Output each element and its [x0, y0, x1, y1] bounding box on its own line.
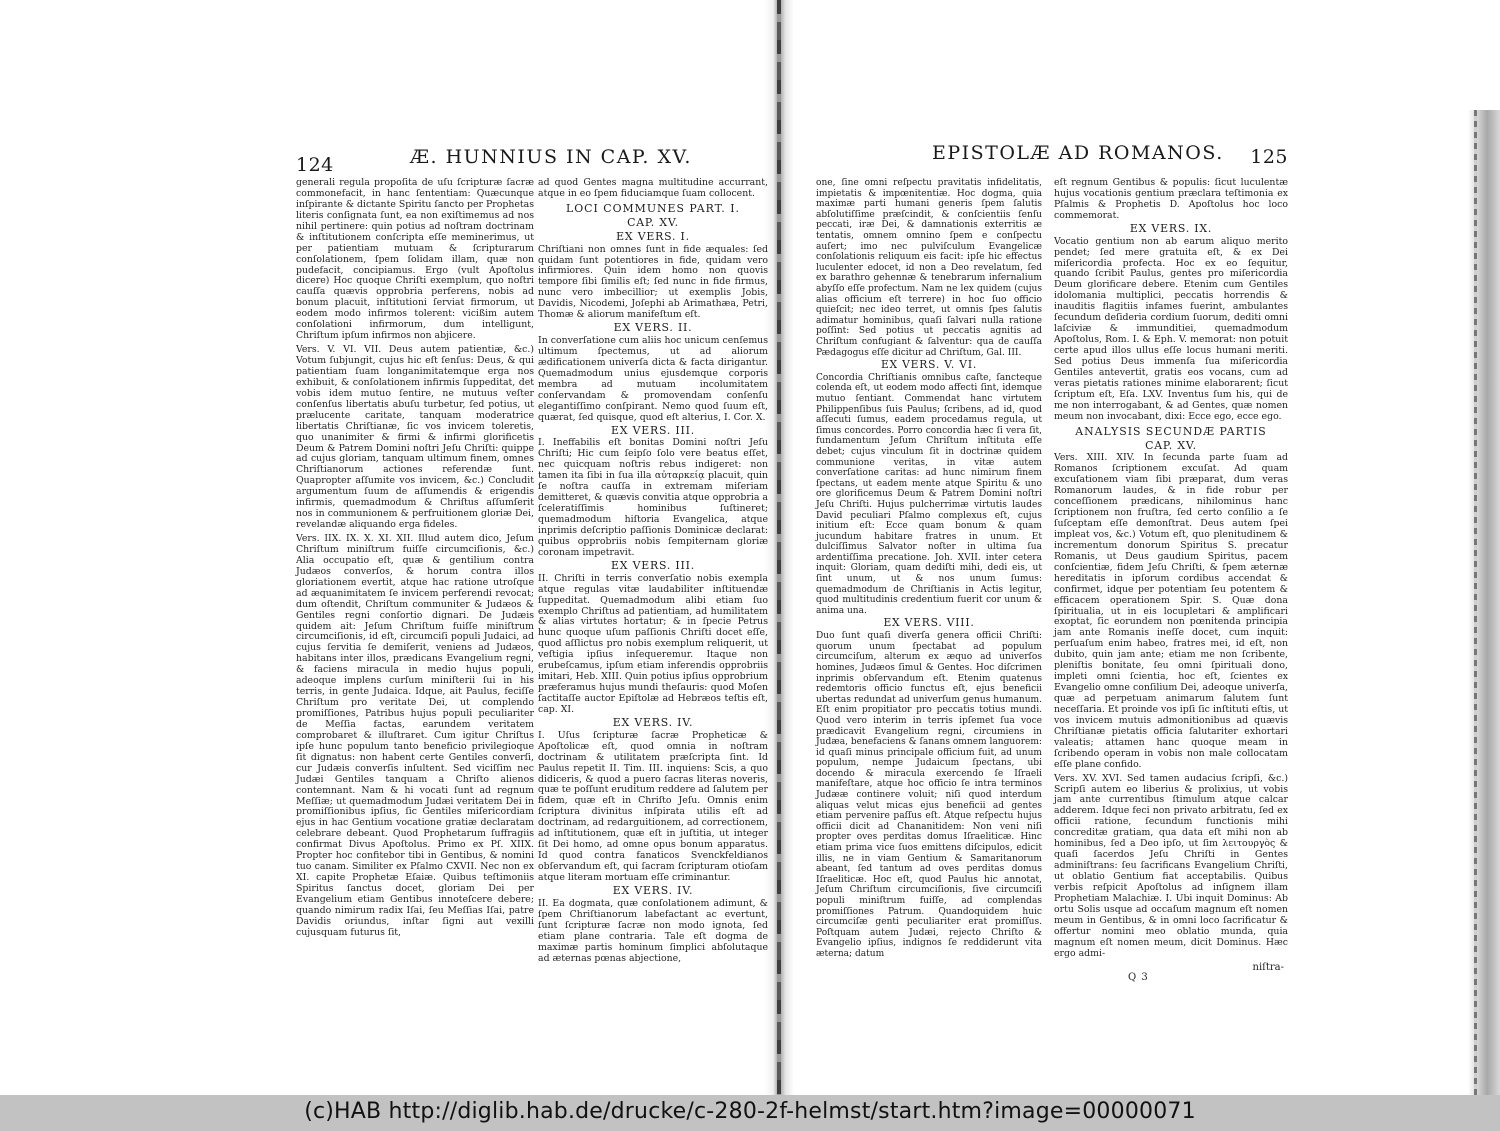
paragraph: eſt regnum Gentibus & populis: ſicut luculentæ hujus vocationis gentium præclara teſtimonia ex Pſalmis & Prophetis D. Apoſtolus hoc loco commemorat.: [1054, 177, 1288, 221]
catchword: niſtra-: [1252, 962, 1284, 973]
paragraph: Vers. V. VI. VII. Deus autem patientiæ, &c.) Votum ſubjungit, cujus hic eſt ſenſus: Deus, & qui patientiam ſuam longanimitatemque erga nos exhibuit, & conſolationem infirmis ſuppeditat, det vobis idem mutuo ſentire, ne mutuus veſter conſenſus libertatis abuſu turbetur, ſed potius, ut prælucente caritate, tanquam moderatrice libertatis Chriſtianæ, ſic vos invicem toleretis, quo unanimiter & firmi & infirmi glorificetis Deum & Patrem Domini noſtri Jeſu Chriſti: quippe ad cujus gloriam, tanquam ultimum finem, omnes Chriſtianorum actiones referendæ ſunt. Quapropter aſſumite vos invicem, &c.) Concludit argumentum ſuum de aſſumendis & erigendis infirmis, quemadmodum & Chriſtus aſſumſerit nos in communionem & perfruitionem gloriæ Dei, revelandæ aliquando erga fideles.: [296, 344, 534, 531]
paragraph: Vers. XIII. XIV. In ſecunda parte ſuam ad Romanos ſcriptionem excuſat. Ad quam excuſationem viam ſibi præparat, dum veras Romanorum laudes, & in fide robur per conceſſionem prædicans, nihilominus hanc ſcriptionem non fruſtra, ſed certo conſilio a ſe ſuſceptam eſſe demonſtrat. Deus autem ſpei impleat vos, &c.) Votum eſt, quo plenitudinem & incrementum donorum Spiritus S. precatur Romanis, ut Deus gaudium Spiritus, pacem conſcientiæ, fidem Jeſu Chriſti, & ſpem æternæ hereditatis in ipſorum cordibus accendat & confirmet, idque per potentiam ſeu potentem & efficacem operationem Spir. S. Quæ dona ſpiritualia, ut in eis locupletari & amplificari exoptat, ſic eorundem non pœnitenda principia jam ante Romanis ineſſe docet, cum inquit: perſuaſum enim habeo, fratres mei, id eſt, non dubito, quin jam ante; etiam me non ſcribente, pleniſtis bonitate, ſeu omni ſpirituali dono, impleti omni ſcientia, hoc eſt, ſcientes ex Evangelio omne conſilium Dei, adeoque univerſa, quæ ad perpetuam animarum ſalutem ſunt neceſſaria. Et proinde vos ipſi ſic inſtituti eſtis, ut vos invicem mutuis admonitionibus ad quævis Chriſtianæ pietatis officia ſalutariter exhortari valeatis; attamen hanc quoque meam in ſcribendo operam in vobis non male collocatam eſſe plane confido.: [1054, 452, 1288, 770]
section-heading: ANALYSIS SECUNDÆ PARTIS: [1075, 424, 1267, 438]
right-page-number: 125: [1250, 146, 1288, 168]
paragraph: Vocatio gentium non ab earum aliquo merito pendet; ſed mere gratuita eſt, & ex Dei miſericordia profecta. Hoc ex eo ſequitur, quando ſcribit Paulus, gentes pro miſericordia Deum glorificare debere. Etenim cum Gentiles idolomania multiplici, peccatis horrendis & inauditis flagitiis infames fuerint, ambulantes ſecundum deſideria cordium ſuorum, dediti omni laſciviæ & immunditiei, quemadmodum Apoſtolus, Rom. I. & Eph. V. memorat: non potuit certe apud illos ullus eſſe locus humani meriti. Sed potius Deus immenſa ſua miſericordia Gentiles antevertit, gratis eos vocans, cum ad veras pietatis rationes minime elaborarent; ſicut ſcriptum eſt, Eſa. LXV. Inventus ſum his, qui de me non interrogabant, & ad Gentes, quæ nomen meum non invocabant, dixi: Ecce ego, ecce ego.: [1054, 235, 1288, 422]
right-column-2: [1054, 178, 1288, 960]
copyright-text: (c)HAB http://diglib.hab.de/drucke/c-280-2f-helmst/start.htm?image=00000071: [304, 1099, 1196, 1124]
section-heading: EX VERS. IV.: [612, 883, 694, 897]
paragraph: Chriſtiani non omnes ſunt in fide æquales: ſed quidam ſunt potentiores in fide, quidam vero infirmiores. Quin idem homo non quovis tempore ſibi ſimilis eſt; ſed nunc in fide firmus, nunc vero imbecillior; ut exemplis Jobis, Davidis, Nicodemi, Joſephi ab Arimathæa, Petri, Thomæ & aliorum manifeſtum eſt.: [538, 243, 768, 321]
section-heading: LOCI COMMUNES PART. I.: [566, 201, 740, 215]
left-page-number: 124: [296, 154, 334, 176]
paragraph: Vers. IIX. IX. X. XI. XII. Illud autem dico, Jeſum Chriſtum miniſtrum fuiſſe circumciſionis, &c.) Alia occupatio eſt, quæ & gentilium contra Judæos converſos, & horum contra illos gloriationem evertit, atque hac ratione utroſque ad æquanimitatem ſe invicem perferendi revocat; dum oſtendit, Chriſtum communiter & Judæos & Gentiles regni conſortio dignari. De Judæis quidem ait: Jeſum Chriſtum fuiſſe miniſtrum circumciſionis, id eſt, circumciſi populi Judaici, ad cujus ſervitia ſe demiſerit, veniens ad Judæos, habitans inter illos, prædicans Evangelium regni, & faciens miracula in medio hujus populi, adeoque implens curſum miniſterii ſui in his terris, in gente Judaica. Idque, ait Paulus, feciſſe Chriſtum pro veritate Dei, ut complendo promiſſiones, Patribus hujus populi peculiariter de Meſſia factas, earundem veritatem comprobaret & illuſtraret. Cum igitur Chriſtus ipſe hunc populum tanto beneficio privilegioque ſit dignatus: non habent certe Gentiles converſi, cur Judæis converſis inſultent. Sed viciſſim nec Judæi Gentiles tanquam a Chriſto alienos contemnant. Nam & hi vocati ſunt ad regnum Meſſiæ; ut quemadmodum Judæi veritatem Dei in promiſſionibus ipſius, ſic Gentiles miſericordiam ejus in hac Gentium vocatione gratiæ declaratam celebrare debeant. Quod Prophetarum ſuffragiis confirmat Divus Apoſtolus. Primo ex Pſ. XIIX. Propter hoc confitebor tibi in Gentibus, & nomini tuo canam. Similiter ex Pſalmo CXVII. Nec non ex XI. capite Prophetæ Eſaiæ. Quibus teſtimoniis Spiritus ſanctus docet, gloriam Dei per Evangelium etiam Gentibus innoteſcere debere; quando nimirum radix Iſai, ſeu Meſſias Iſai, patre Davidis oriundus, inſtar ſigni aut vexilli cujusquam futurus ſit,: [296, 533, 534, 938]
paragraph: ad quod Gentes magna multitudine accurrant, atque in eo ſpem fiduciamque ſuam collocent.: [538, 177, 768, 199]
paragraph: I. Uſus ſcripturæ ſacræ Propheticæ & Apoſtolicæ eſt, quod omnia in noſtram doctrinam & utilitatem præſcripta ſint. Id Paulus repetit II. Tim. III. inquiens: Scis, a quo didiceris, & quod a puero ſacras literas noveris, quæ te poſſunt eruditum reddere ad ſalutem per fidem, quæ eſt in Chriſto Jeſu. Omnis enim ſcriptura divinitus inſpirata utilis eſt ad doctrinam, ad redarguitionem, ad correctionem, ad inſtitutionem, quæ eſt in juſtitia, ut integer ſit Dei homo, ad omne opus bonum apparatus. Id quod contra fanaticos Svenckfeldianos obſervandum eſt, qui ſacram ſcripturam otioſam atque literam mortuam eſſe criminantur.: [538, 729, 768, 883]
paragraph: I. Ineffabilis eſt bonitas Domini noſtri Jeſu Chriſti; Hic cum ſeipſo ſolo vere beatus eſſet, nec quicquam noſtris rebus indigeret: non tamen ita ſibi in ſua illa αὐταρκείᾳ placuit, quin ſe noſtra cauſſa in extremam miſeriam demitteret, & quævis convitia atque opprobria a ſceleratiſſimis hominibus ſuſtineret; quemadmodum hiſtoria Evangelica, atque inprimis deſcriptio paſſionis Dominicæ declarat: quibus opprobriis nobis ſempiternam gloriæ coronam impetravit.: [538, 437, 768, 558]
section-heading: CAP. XV.: [627, 215, 679, 229]
right-page: [808, 0, 1288, 1095]
section-heading: EX VERS. VIII.: [883, 616, 975, 630]
paragraph: Vers. XV. XVI. Sed tamen audacius ſcripſi, &c.) Scripſi autem eo liberius & prolixius, ut vobis jam ante currentibus ſtimulum atque calcar adderem. Idque feci non privato arbitratu, ſed ex officii ratione, ſecundum functionis mihi concreditæ gratiam, qua data eſt mihi non ab hominibus, ſed a Deo ipſo, ut ſim λειτουργὸς & quaſi ſacerdos Jeſu Chriſti in Gentes adminiſtrans: ſeu ſacrificans Evangelium Chriſti, ut oblatio Gentium fiat acceptabilis. Quibus verbis reſpicit Apoſtolus ad inſignem illam Prophetiam Malachiæ. I. Ubi inquit Dominus: Ab ortu Solis usque ad occaſum magnum eſt nomen meum in Gentibus, & in omni loco ſacrificatur & offertur nomini meo oblatio munda, quia magnum eſt nomen meum, dicit Dominus. Hæc ergo admi-: [1054, 772, 1288, 959]
section-heading: EX VERS. II.: [613, 321, 693, 335]
signature-mark: Q 3: [1128, 972, 1149, 983]
section-heading: EX VERS. III.: [611, 558, 695, 572]
paragraph: II. Chriſti in terris converſatio nobis exempla atque regulas vitæ laudabiliter inſtituendæ ſuppeditat. Quemadmodum alibi etiam ſuo exemplo Chriſtus ad patientiam, ad humilitatem & alias virtutes hortatur; & in ſpecie Petrus hunc quoque uſum paſſionis Chriſti docet eſſe, quod aſſlictus pro nobis exemplum reliquerit, ut veſtigia ipſius inſequeremur. Itaque non erubeſcamus, ipſum etiam inferendis opprobriis imitari, Heb. XIII. Quin potius ipſius opprobrium præferamus hujus mundi theſauris: quod Moſen ſactitaſſe auctor Epiſtolæ ad Hebræos teſtis eſt, cap. XI.: [538, 572, 768, 715]
paragraph: II. Ea dogmata, quæ conſolationem adimunt, & ſpem Chriſtianorum labefactant ac evertunt, ſunt ſcripturæ ſacræ non modo ignota, ſed etiam plane contraria. Tale eſt dogma de maximæ partis hominum ſimplici abſolutaque ad æternas pœnas abjectione,: [538, 897, 768, 964]
book-gutter: [764, 0, 794, 1095]
left-column-2: [538, 178, 768, 964]
section-heading: EX VERS. IV.: [612, 715, 694, 729]
paragraph: Duo ſunt quaſi diverſa genera officii Chriſti: quorum unum ſpectabat ad populum circumciſum, alterum ex æquo ad univerſos homines, Judæos ſimul & Gentes. Hoc diſcrimen inprimis obſervandum eſt. Etenim quatenus redemtoris officio functus eſt, ejus beneficii ubertas redundat ad univerſum genus humanum. Eſt enim propitiator pro peccatis totius mundi. Quod vero interim in terris ipſemet ſua voce prædicavit Evangelium regni, circumiens in Judæa, benefaciens & ſanans omnem languorem: id quaſi minus principale officium fuit, ad unum populum, nempe Judaicum ſpectans, ubi docendo & miracula exercendo ſe Iſraeli manifeſtare, atque hoc officio ſe intra terminos Judææ continere voluit; niſi quod interdum aliquas velut micas ejus beneficii ad gentes etiam pervenire paſſus eſt. Atque reſpectu hujus officii dicit ad Chananitidem: Non veni niſi propter oves perditas domus Iſraeliticæ. Hinc etiam prima vice ſuos emittens diſcipulos, edicit illis, ne in viam Gentium & Samaritanorum abeant, ſed tantum ad oves perditas domus Iſraeliticæ. Hoc eſt, quod Paulus hic annotat, Jeſum Chriſtum circumciſionis, ſive circumciſi populi miniſtrum fuiſſe, ad complendas promiſſiones Patrum. Quandoquidem huic circumciſæ genti peculiariter erat promiſſus. Poſtquam autem Judæi, rejecto Chriſto & Evangelio ipſius, indignos ſe reddiderunt vita æterna; datum: [816, 631, 1042, 959]
paragraph: In converſatione cum aliis hoc unicum cenſemus ultimum ſpectemus, ut ad aliorum ædificationem univerſa dicta & facta dirigantur. Quemadmodum unius ejusdemque corporis membra ad mutuam incolumitatem conſervandam & promovendam conſenſu elegantiſſimo conſpirant. Nemo quod ſuum eſt, quærat, ſed quisque, quod eſt alterius, I. Cor. X.: [538, 335, 768, 423]
page-edge: [1468, 110, 1500, 1100]
right-running-head: [808, 144, 1288, 174]
paragraph: one, ſine omni reſpectu pravitatis infidelitatis, impietatis & impœnitentiæ. Hoc dogma, quia maximæ parti humani generis ſpem ſalutis abſolutiſſime præſcindit, & conſcientiis ſenſu peccati, iræ Dei, & damnationis exterritis æ tentatis, omnem omnino ſpem e conſpectu auſert; imo nec pulviſculum Evangelicæ conſolationis reliquum eis facit: ipſe hic effectus luculenter edocet, id non a Deo revelatum, ſed ex barathro gehennæ & tenebrarum infernalium abyſſo eſſe profectum. Nam ne lex quidem (cujus alias officium eſt terrere) in hoc ſuo officio quieſcit; nec ideo terret, ut omnis ſpes ſalutis adimatur hominibus, quaſi ſalvari nulla ratione poſſint: Sed potius ut peccatis agnitis ad Chriſtum confugiant & ſalventur: qua de cauſſa Pædagogus eſſe dicitur ad Chriſtum, Gal. III.: [816, 178, 1042, 358]
section-heading: EX VERS. I.: [616, 229, 690, 243]
right-page-title: EPISTOLÆ AD ROMANOS.: [932, 142, 1224, 164]
section-heading: EX VERS. III.: [611, 423, 695, 437]
right-columns: [808, 178, 1288, 1008]
left-column-1: [296, 178, 534, 939]
paragraph: Concordia Chriſtianis omnibus caſte, ſancteque colenda eſt, ut eodem modo affecti ſint, idemque mutuo ſentiant. Commendat hanc virtutem Philippenſibus ſuis Paulus; ſcribens, ad id, quod aſſecuti ſumus, eadem procedamus regula, ut ſimus concordes. Porro concordia hæc ſi vera ſit, fundamentum Jeſum Chriſtum inſtituta eſſe debet; cujus vinculum ſit in doctrinæ quidem communione veritas, in vitæ autem converſatione caritas: ad hunc nimirum finem ſpectans, ut eadem mente atque Spiritu & uno ore glorificemus Deum & Patrem Domini noſtri Jeſu Chriſti. Hujus pulcherrimæ virtutis laudes David peculiari Pſalmo complexus eſt, cujus initium eſt: Ecce quam bonum & quam jucundum habitare fratres in unum. Et dulciſſimus Salvator noſter in ultima ſua ardentiſſima precatione. Joh. XVII. inter cetera inquit: Gloriam, quam dediſti mihi, dedi eis, ut ſint unum, ut & nos unum ſumus: quemadmodum de Chriſtianis in Actis legitur, quod multitudinis credentium fuerit cor unum & anima una.: [816, 372, 1042, 616]
section-heading: EX VERS. V. VI.: [880, 358, 978, 372]
paragraph: generali regula propoſita de uſu ſcripturæ ſacræ commonefacit, in hanc ſententiam: Quæcunque inſpirante & dictante Spiritu ſancto per Prophetas literis conſignata ſunt, ea non exiſtimemus ad nos nihil pertinere: quin potius ad noſtram doctrinam & inſtitutionem conſcripta eſſe meminerimus, ut per patientiam mutuam & ſcripturarum conſolationem, ſpem ſolidam illam, quæ non pudefacit, concipiamus. Ergo (vult Apoſtolus dicere) Hoc quoque Chriſti exemplum, quo noſtri cauſſa quævis opprobria perferens, nobis ad bonum placuit, inſtitutioni ſerviat firmorum, ut eodem modo infirmos tolerent: vicißim autem conſolationi infirmorum, dum intelligunt, Chriſtum ipſum infirmos non abjicere.: [296, 177, 535, 342]
left-page: [290, 0, 768, 1095]
left-page-title: Æ. HUNNIUS IN CAP. XV.: [410, 146, 692, 168]
section-heading: CAP. XV.: [1145, 438, 1197, 452]
left-running-head: [290, 144, 768, 174]
section-heading: EX VERS. IX.: [1129, 221, 1213, 235]
right-column-1: [816, 178, 1042, 960]
left-columns: [290, 178, 768, 1008]
copyright-footer: [0, 1095, 1500, 1131]
